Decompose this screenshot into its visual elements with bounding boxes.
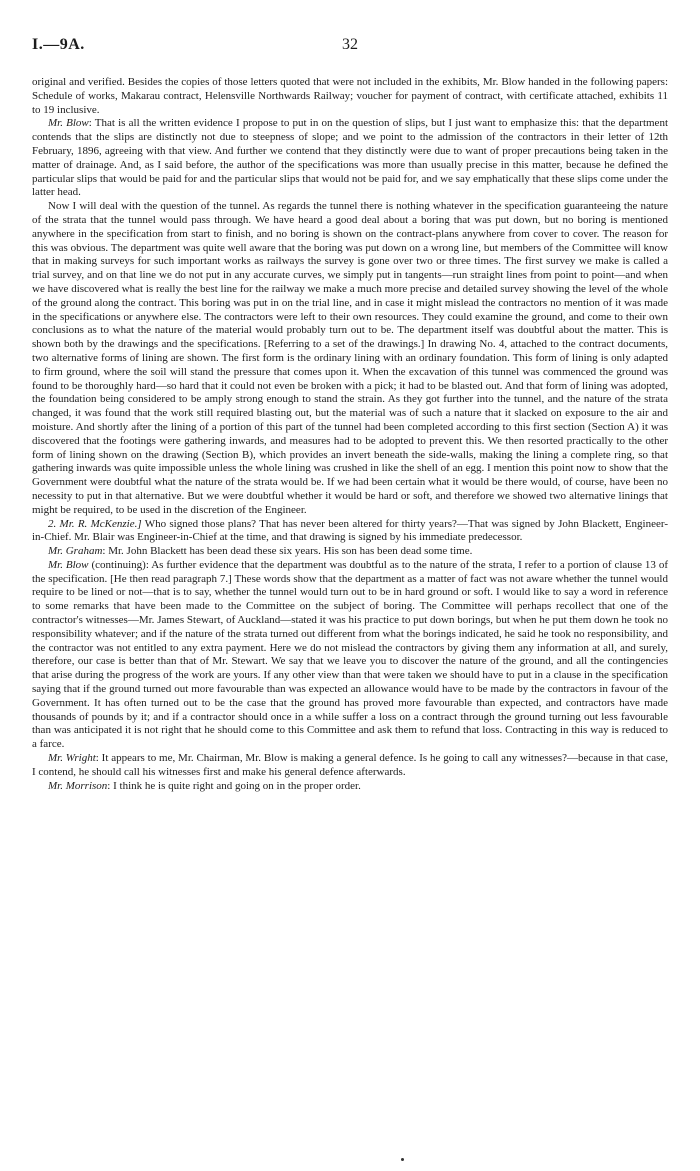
- paragraph-text: : It appears to me, Mr. Chairman, Mr. Blow is making a general defence. Is he going to call any witnesses?—because in that case, I contend, he should call his witnesses first and make his general defence afterwards.: [32, 752, 668, 778]
- speaker-name: Mr. Blow: [48, 117, 89, 130]
- paragraph-text: : That is all the written evidence I propose to put in on the question of slips, but I just want to emphasize this: that the department contends that the slips are distinctly not due to steepness of slope; and we point to the admission of the contractors in their letter of 12th February, 1896, agreeing with that view. And further we contend that they distinctly were due to want of proper precautions being taken in the matter of drainage. And, as I said before, the author of the specifications was more than usually precise in this matter, because he defined the particular slips that would be paid for and the particular slips that would not be paid for, and we say emphatically that these slips come under the latter head.: [32, 117, 668, 199]
- speaker-name: Mr. Blow: [48, 558, 89, 571]
- paragraph-text: original and verified. Besides the copies of those letters quoted that were not included in the exhibits, Mr. Blow handed in the following papers: Schedule of works, Makarau contract, Helensville Northwards Railway; voucher for payment of contract, with certificate attached, exhibits 11 to 19 inclusive.: [32, 76, 668, 116]
- paragraph: [32, 752, 668, 780]
- paragraph: [32, 780, 668, 794]
- paragraph: [32, 76, 668, 117]
- paragraph: [32, 117, 668, 200]
- page-mark: [401, 1158, 404, 1161]
- body-text: [32, 76, 668, 793]
- page-header: [32, 36, 668, 60]
- paragraph-text: Now I will deal with the question of the tunnel. As regards the tunnel there is nothing whatever in the specification guaranteeing the nature of the strata that the tunnel would pass through. We have heard a good deal about a boring that was put down, but no boring is mentioned anywhere in the specification from start to finish, and no boring is shown on the contract-plans anywhere from cover to cover. The reason for this was obvious. The department was quite well aware that the boring was put down on a wrong line, but members of the Committee will know that in making surveys for such important works as railways the survey is gone over two or three times. The first survey we make is called a trial survey, and on that line we do not put in any accurate curves, we simply put in tangents—run straight lines from point to point—and when we have discovered what is really the best line for the railway we make a much more precise and detailed survey showing the level of the whole of the ground along the contract. This boring was put in on the trial line, and in case it might mislead the contractors no mention of it was made in the specifications or anywhere else. The contractors were left to their own resources. They could examine the ground, and come to their own conclusions as to what the nature of the material would probably turn out to be. The department itself was doubtful about the matter. This is shown both by the drawings and the specifications. [Referring to a set of the drawings.] In drawing No. 4, attached to the contract documents, two alternative forms of lining are shown. The first form is the ordinary lining with an ordinary foundation. This form of lining is only adapted to firm ground, where the soil will stand the pressure that comes upon it. When the excavation of this tunnel was commenced the ground was found to be thoroughly hard—so hard that it could not even be broken with a pick; it had to be blasted out. And that form of lining was adopted, the foundation being considered to be amply strong enough to stand the strain. As they got further into the tunnel, and the nature of the strata changed, it was found that the work still required blasting out, but the material was of such a nature that it slacked on exposure to the air and moisture. And shortly after the lining of a portion of this part of the tunnel had been completed according to this first section (Section A) it was discovered that the footings were gathering inwards, and measures had to be adopted to prevent this. We then resorted practically to the other form of lining shown on the drawing (Section B), which provides an invert beneath the side-walls, making the lining a complete ring, so that gathering inwards was quite impossible unless the whole lining was crushed in like the shell of an egg. I mention this point now to show that the Government were doubtful what the nature of the strata would be. If we had been certain what it would be there would, of course, have been no necessity to put in that alternative. But we were doubtful whether it would be hard or soft, and therefore we showed two alternative linings that might be required, to be used in the discretion of the Engineer.: [32, 200, 668, 516]
- paragraph-text: : I think he is quite right and going on in the proper order.: [107, 779, 361, 792]
- question-marker: 2. Mr. R. McKenzie.]: [48, 517, 142, 530]
- paragraph: [32, 200, 668, 517]
- paragraph: [32, 518, 668, 546]
- section-reference: I.—9A.: [32, 36, 85, 53]
- speaker-name: Mr. Wright: [48, 752, 96, 765]
- speaker-name: Mr. Morrison: [48, 779, 108, 792]
- speaker-name: Mr. Graham: [48, 545, 103, 558]
- page-number: 32: [342, 36, 358, 53]
- paragraph-text: Who signed those plans? That has never been altered for thirty years?—That was signed by John Blackett, Engineer-in-Chief. Mr. Blair was Engineer-in-Chief at the time, and that drawing is signed by his immediate predecessor.: [32, 517, 668, 544]
- paragraph: [32, 545, 668, 559]
- paragraph-text: (continuing): As further evidence that the department was doubtful as to the nature of the strata, I refer to a portion of clause 13 of the specification. [He then read paragraph 7.] These words show that the department as a matter of fact was not aware whether the tunnel would require to be lined or not—that is to say, whether the tunnel would turn out to be in hard ground or soft. I would like to say a word in reference to some remarks that have been made to the Committee on the subject of boring. The Committee will perhaps recollect that one of the contractor's witnesses—Mr. James Stewart, of Auckland—stated it was his practice to put down borings, but when he put them down he took no responsibility whatever; and if the nature of the strata turned out different from what the borings indicated, he said he took no responsibility, and the contractor was not entitled to any extra payment. Here we do not mislead the contractors by giving them any information at all, and surely, therefore, our case is better than that of Mr. Stewart. We say that we leave you to discover the nature of the ground, and all the contingencies that arise during the progress of the work are yours. If any other view than that were taken we should have to put in a clause in the specification saying that if the ground turned out more favourable than was expected an allowance would have to be made by the contractors in favour of the Government. It has often turned out to be the case that the ground has proved more favourable than expected, and contractors have made thousands of pounds by it; and if a contractor should once in a while suffer a loss on a contract through the ground turning out less favourable than was anticipated it is not right that he should come to this Committee and ask them to refund that loss. Contracting in this way is reduced to a farce.: [32, 558, 668, 751]
- paragraph-text: : Mr. John Blackett has been dead these six years. His son has been dead some time.: [102, 545, 473, 558]
- paragraph: [32, 559, 668, 752]
